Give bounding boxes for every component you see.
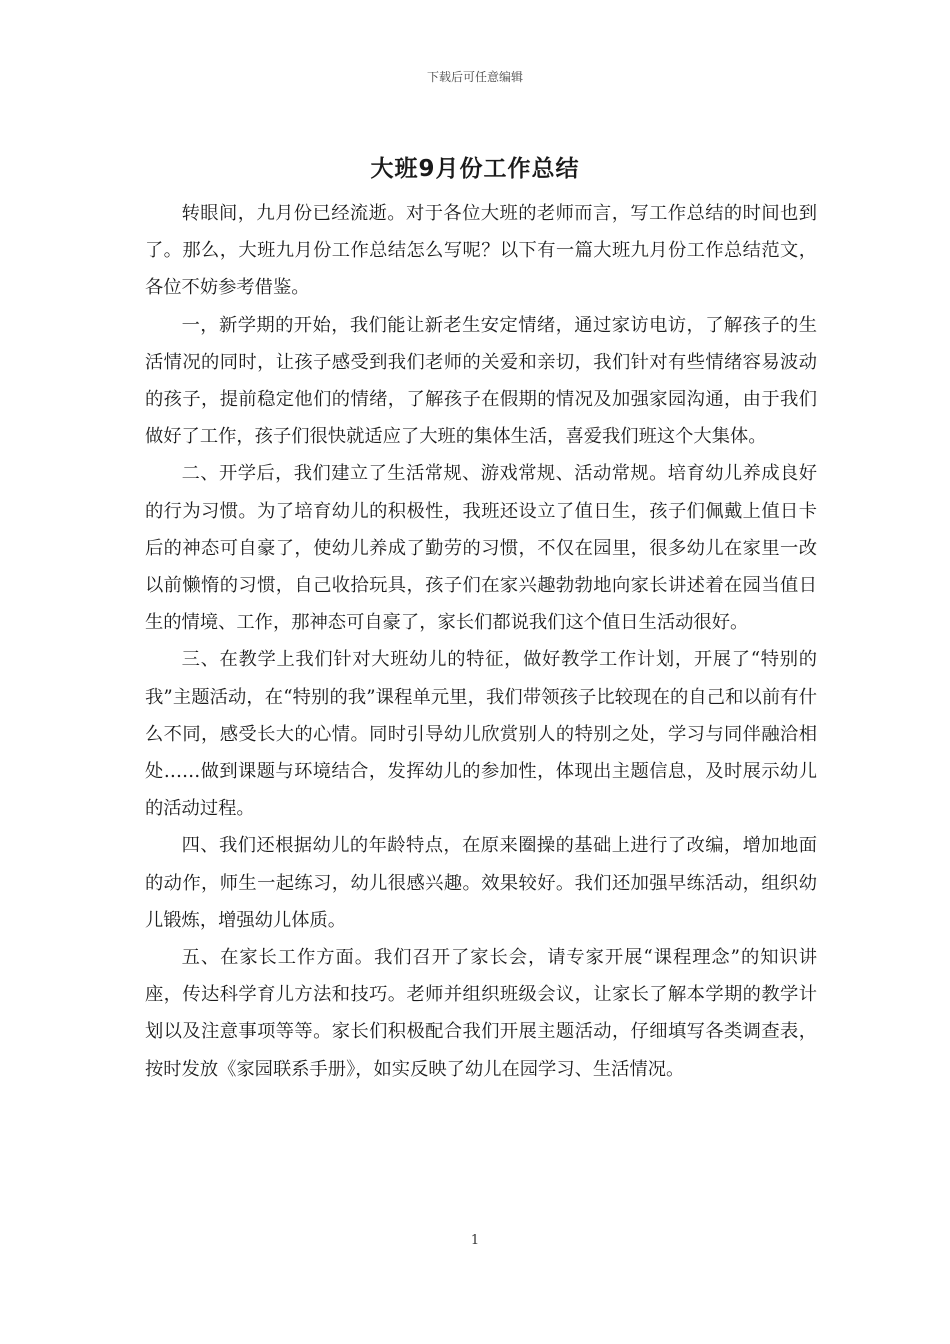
header-note: 下载后可任意编辑 [426, 70, 523, 84]
page-number: 1 [470, 1233, 480, 1248]
paragraph-2: 二、开学后，我们建立了生活常规、游戏常规、活动常规。培育幼儿养成良好的行为习惯。为了培育幼儿的积极性，我班还设立了值日生，孩子们佩戴上值日卡后的神态可自豪了，使幼儿养成了勤劳的习惯，不仅在园里，很多幼儿在家里一改以前懒惰的习惯，自己收拾玩具，孩子们在家兴趣勃勃地向家长讲述着在园当值日生的情境、工作，那神态可自豪了，家长们都说我们这个值日生活动很好。 [145, 463, 817, 634]
paragraph-5: 五、在家长工作方面。我们召开了家长会，请专家开展“课程理念”的知识讲座，传达科学育儿方法和技巧。老师并组织班级会议，让家长了解本学期的教学计划以及注意事项等等。家长们积极配合我们开展主题活动，仔细填写各类调查表，按时发放《家园联系手册》，如实反映了幼儿在园学习、生活情况。 [145, 947, 817, 1080]
document-body [145, 195, 817, 1088]
paragraph-intro: 转眼间，九月份已经流逝。对于各位大班的老师而言，写工作总结的时间也到了。那么，大班九月份工作总结怎么写呢？以下有一篇大班九月份工作总结范文，各位不妨参考借鉴。 [145, 203, 817, 299]
paragraph-4: 四、我们还根据幼儿的年龄特点，在原来圈操的基础上进行了改编，增加地面的动作，师生一起练习，幼儿很感兴趣。效果较好。我们还加强早练活动，组织幼儿锻炼，增强幼儿体质。 [145, 835, 817, 931]
paragraph-3: 三、在教学上我们针对大班幼儿的特征，做好教学工作计划，开展了“特别的我”主题活动，在“特别的我”课程单元里，我们带领孩子比较现在的自己和以前有什么不同，感受长大的心情。同时引导幼儿欣赏别人的特别之处，学习与同伴融洽相处……做到课题与环境结合，发挥幼儿的参加性，体现出主题信息，及时展示幼儿的活动过程。 [145, 649, 817, 820]
document-title: 大班9月份工作总结 [370, 156, 580, 182]
paragraph-1: 一，新学期的开始，我们能让新老生安定情绪，通过家访电访，了解孩子的生活情况的同时，让孩子感受到我们老师的关爱和亲切，我们针对有些情绪容易波动的孩子，提前稳定他们的情绪，了解孩子在假期的情况及加强家园沟通，由于我们做好了工作，孩子们很快就适应了大班的集体生活，喜爱我们班这个大集体。 [145, 314, 817, 448]
